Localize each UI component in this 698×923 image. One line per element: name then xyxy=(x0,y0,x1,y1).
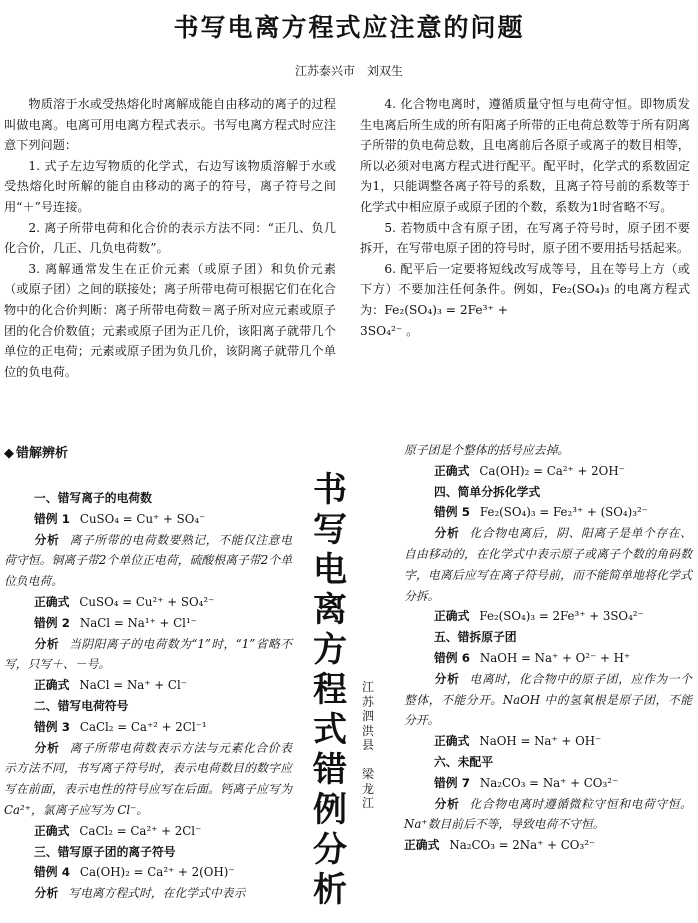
analysis-paragraph xyxy=(4,738,292,821)
vertical-title-char: 离 xyxy=(313,590,347,630)
analysis-paragraph xyxy=(4,530,292,592)
section-heading xyxy=(4,442,68,461)
vertical-title-char: 析 xyxy=(313,870,347,910)
vertical-author-char: 县 xyxy=(361,738,374,752)
vertical-author-char xyxy=(360,753,376,768)
analysis-label: 分析 xyxy=(434,796,460,811)
vertical-author-char: 泗 xyxy=(361,709,374,723)
equation-formula: Na₂CO₃ = Na⁺ + CO₃²⁻ xyxy=(479,775,619,790)
analysis-paragraph xyxy=(404,794,692,836)
vertical-author-char: 苏 xyxy=(361,694,374,709)
article2-right-column xyxy=(404,440,692,856)
paragraph: 2. 离子所带电荷和化合价的表示方法不同：“正几、负几化合价，几正、几负电荷数”。 xyxy=(4,220,336,256)
equation-label: 正确式 xyxy=(434,734,470,749)
analysis-label: 分析 xyxy=(34,636,60,651)
paragraph xyxy=(360,259,690,321)
equation-formula: Fe₂(SO₄)₃ = 2Fe³⁺ + 3SO₄²⁻ xyxy=(479,609,644,624)
formula: Fe₂(SO₄)₃ 的电离方程式为：Fe₂(SO₄)₃ = 2Fe³⁺ + xyxy=(360,282,691,317)
paragraph: 5. 若物质中含有原子团，在写离子符号时，原子团不要拆开，在写带电原子团的符号时，原子团不要用括号括起来。 xyxy=(360,220,690,256)
vertical-title-char: 写 xyxy=(313,510,347,550)
equation-line xyxy=(404,835,692,856)
analysis-text: 电离时，化合物中的原子团，应作为一个整体，不能分开。NaOH 中的氢氧根是原子团，不能分开。 xyxy=(404,671,692,728)
vertical-article-title xyxy=(308,470,352,910)
equation-label: 错例 4 xyxy=(34,865,70,880)
equation-line xyxy=(4,613,292,634)
vertical-title-char: 电 xyxy=(313,550,347,590)
analysis-text: 当阴阳离子的电荷数为“1”时，“1”省略不写，只写＋、－号。 xyxy=(4,636,292,672)
equation-line xyxy=(404,648,692,669)
equation-line xyxy=(404,502,692,523)
analysis-text: 离子所带的电荷数要熟记，不能仅注意电荷守恒。铜离子带2个单位正电荷，硫酸根离子带2个单位负电荷。 xyxy=(4,532,292,589)
diamond-icon: ◆ xyxy=(4,446,14,461)
analysis-paragraph xyxy=(4,883,292,904)
equation-formula: Na₂CO₃ = 2Na⁺ + CO₃²⁻ xyxy=(449,838,596,853)
subsection-heading: 四、简单分拆化学式 xyxy=(434,484,541,499)
article2-left-column xyxy=(4,488,292,904)
analysis-text: 写电离方程式时，在化学式中表示 xyxy=(68,886,246,901)
analysis-text: 化合物电离后，阴、阳离子是单个存在、自由移动的，在化学式中表示原子或离子个数的角码数字，电离后应写在离子符号前，而不能简单地将化学式分拆。 xyxy=(404,526,692,603)
analysis-paragraph xyxy=(4,634,292,676)
analysis-text: 离子所带电荷数表示方法与元素化合价表示方法不同，书写离子符号时，表示电荷数目的数字应写在前面，表示电性的符号应写在后面。钙离子应写为 Ca²⁺，氯离子应写为 Cl⁻。 xyxy=(4,740,292,817)
analysis-label: 分析 xyxy=(434,671,460,686)
equation-line xyxy=(404,773,692,794)
formula-continuation: 3SO₄²⁻ 。 xyxy=(360,323,419,338)
equation-line xyxy=(4,509,292,530)
paragraph: 4. 化合物电离时，遵循质量守恒与电荷守恒。即物质发生电离后所生成的所有阳离子所带的正电荷总数等于所有阴离子所带的负电荷总数，且电离前后各原子或离子的数目相等，所以必须对电离方程式进行配平。配平时，化学式的系数固定为1，只能调整各离子符号的系数，且离子符号前的系数等于化学式中相应原子或原子团的个数，系数为1时省略不写。 xyxy=(360,97,690,214)
analysis-paragraph xyxy=(404,669,692,731)
analysis-continuation: 原子团是个整体的括号应去掉。 xyxy=(404,443,570,457)
equation-label: 正确式 xyxy=(434,463,470,478)
vertical-author-char: 江 xyxy=(361,680,374,694)
equation-label: 错例 6 xyxy=(434,650,470,665)
equation-formula: NaCl = Na⁺ + Cl⁻ xyxy=(79,678,187,693)
equation-formula: NaOH = Na⁺ + O²⁻ + H⁺ xyxy=(479,650,631,665)
equation-formula: CuSO₄ = Cu²⁺ + SO₄²⁻ xyxy=(79,594,215,609)
equation-line xyxy=(4,592,292,613)
equation-label: 错例 2 xyxy=(34,615,70,630)
equation-line xyxy=(404,606,692,627)
subsection-heading: 五、错拆原子团 xyxy=(434,630,517,645)
equation-formula: CaCl₂ = Ca⁺² + 2Cl⁻¹ xyxy=(79,719,207,734)
analysis-label: 分析 xyxy=(34,532,60,547)
equation-formula: Ca(OH)₂ = Ca²⁺ + 2OH⁻ xyxy=(479,463,625,478)
equation-label: 错例 3 xyxy=(34,719,70,734)
equation-label: 正确式 xyxy=(34,594,70,609)
equation-label: 正确式 xyxy=(34,678,70,693)
paragraph: 3. 离解通常发生在正价元素（或原子团）和负价元素（或原子团）之间的联接处；离子所带电荷可根据它们在化合物中的化合价判断：离子所带电荷数＝离子所对应元素或原子团的化合价数值；元素或原子团为正几价，该阳离子就带几个单位的正电荷；元素或原子团为负几价，该阴离子就带几个单位的负电荷。 xyxy=(4,261,336,379)
article-title: 书写电离方程式应注意的问题 xyxy=(173,13,525,42)
equation-label: 错例 1 xyxy=(34,511,70,526)
vertical-title-char: 书 xyxy=(313,470,347,510)
analysis-label: 分析 xyxy=(34,886,59,901)
vertical-title-char: 分 xyxy=(313,830,347,870)
equation-label: 正确式 xyxy=(404,838,440,853)
vertical-title-char: 错 xyxy=(313,750,347,790)
subsection-heading: 三、错写原子团的离子符号 xyxy=(34,844,176,859)
equation-label: 错例 5 xyxy=(434,505,470,520)
equation-line xyxy=(4,675,292,696)
equation-formula: Fe₂(SO₄)₃ = Fe₂³⁺ + (SO₄)₃²⁻ xyxy=(479,505,648,520)
equation-formula: Ca(OH)₂ = Ca²⁺ + 2(OH)⁻ xyxy=(79,865,235,880)
equation-line xyxy=(4,821,292,842)
section-heading-text: 错解辨析 xyxy=(16,446,69,461)
vertical-title-char: 例 xyxy=(313,790,347,830)
subsection-heading: 一、错写离子的电荷数 xyxy=(34,491,152,505)
analysis-label: 分析 xyxy=(434,526,460,541)
analysis-paragraph xyxy=(404,523,692,606)
equation-formula: CuSO₄ = Cu⁺ + SO₄⁻ xyxy=(79,511,206,526)
equation-line xyxy=(404,461,692,482)
paragraph: 1. 式子左边写物质的化学式，右边写该物质溶解于水或受热熔化时所解的能自由移动的离子的符号，离子符号之间用“＋”号连接。 xyxy=(4,158,336,214)
vertical-title-char: 方 xyxy=(313,630,347,670)
subsection-heading: 六、未配平 xyxy=(434,754,493,769)
subsection-heading: 二、错写电荷符号 xyxy=(34,698,129,713)
equation-formula: CaCl₂ = Ca²⁺ + 2Cl⁻ xyxy=(79,823,202,838)
vertical-author-char: 梁 xyxy=(361,767,374,781)
equation-formula: NaOH = Na⁺ + OH⁻ xyxy=(479,734,602,749)
equation-line xyxy=(404,731,692,752)
analysis-text: 化合物电离时遵循微粒守恒和电荷守恒。Na⁺数目前后不等，导致电荷不守恒。 xyxy=(404,796,692,832)
equation-formula: NaCl = Na¹⁺ + Cl¹⁻ xyxy=(79,615,197,630)
equation-line xyxy=(4,717,292,738)
analysis-label: 分析 xyxy=(34,740,60,755)
vertical-title-char: 式 xyxy=(313,710,347,750)
article1-right-column xyxy=(360,94,690,341)
equation-label: 错例 7 xyxy=(434,775,470,790)
vertical-author-char: 洪 xyxy=(361,723,374,738)
vertical-author xyxy=(360,680,376,811)
equation-label: 正确式 xyxy=(434,609,470,624)
paragraph-text: 6. 配平后一定要将短线改写成等号，且在等号上方（或下方）不要加注任何条件。例如， xyxy=(360,261,690,297)
article-byline: 江苏泰兴市 刘双生 xyxy=(294,64,403,78)
vertical-author-char: 龙 xyxy=(361,781,374,796)
equation-line xyxy=(4,862,292,883)
paragraph: 物质溶于水或受热熔化时离解成能自由移动的离子的过程叫做电离。电离可用电离方程式表示。书写电离方程式时应注意下列问题： xyxy=(4,97,336,153)
vertical-author-char: 江 xyxy=(361,796,374,810)
equation-label: 正确式 xyxy=(34,823,70,838)
article1-left-column xyxy=(4,94,336,382)
vertical-title-char: 程 xyxy=(313,670,347,710)
